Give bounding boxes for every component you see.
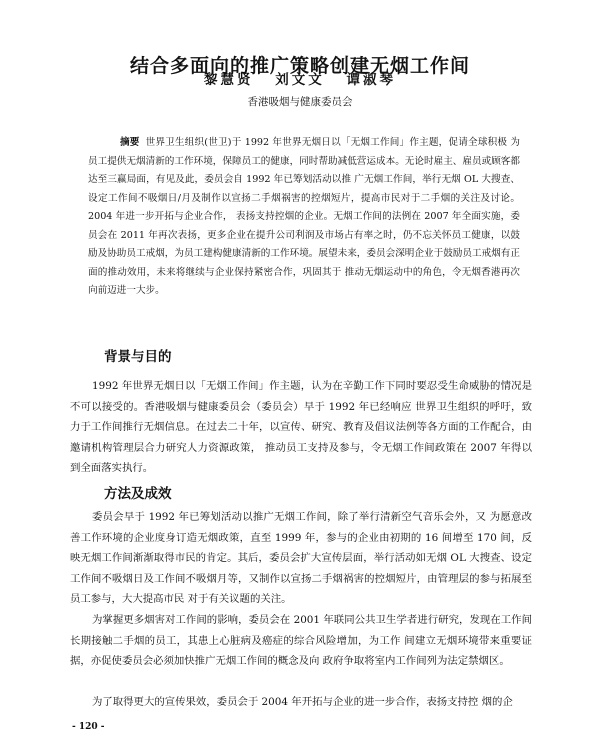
article-affiliation: 香港吸烟与健康委员会 xyxy=(247,96,353,108)
section-background-paragraph-1: 1992 年世界无烟日以「无烟工作间」作主题，认为在辛勤工作下同时要忍受生命威胁的情况是不可以接受的。香港吸烟与健康委员会（委员会）早于 1992 年已经响应 世界卫生组织的呼吁，致力于工作间推行无烟信息。在过去二十年，以宣传、研究、教育及倡议法例等各方面的工作配合，由邀请机构管理层合力研究人力资源政策， 推动员工支持及参与，令无烟工作间政策在 2007 年得以到全面落实执行。 xyxy=(70,380,532,474)
section-methods-paragraph-2: 为掌握更多烟害对工作间的影响，委员会在 2001 年联同公共卫生学者进行研究，发现在工作间长期接触二手烟的员工，其患上心脏病及癌症的综合风险增加，为工作 间建立无烟环境带来重要证据，亦促使委员会必须加快推广无烟工作间的概念及向 政府争取将室内工作间列为法定禁烟区。 xyxy=(70,614,532,667)
abstract-text: 世界卫生组织(世卫)于 1992 年世界无烟日以「无烟工作间」作主题，促请全球积极 为员工提供无烟清新的工作环境，保障员工的健康，同时帮助减低营运成本。无论时雇主、雇员或顾客都达至三赢局面，有见及此，委员会自 1992 年已筹划活动以推 广无烟工作间，举行无烟 OL 大搜查、设定工作间不吸烟日/月及制作以宣扬二手烟祸害的控烟短片，提高市民对于二手烟的关注及讨论。2004 年进一步开拓与企业合作， 表扬支持控烟的企业。无烟工作间的法例在 2007 年全面实施，委员会在 2011 年再次表扬，更多企业在提升公司利润及市场占有率之时，仍不忘关怀员工健康，以鼓 励及协助员工戒烟，为员工建构健康清新的工作环境。展望未来，委员会深明企业于鼓励员工戒烟有正面的推动效用，未来将继续与企业保持紧密合作，巩固其于 推动无烟运动中的角色，令无烟香港再次向前迈进一大步。 xyxy=(88,137,520,296)
page-number: - 120 - xyxy=(72,722,105,732)
abstract xyxy=(88,134,520,301)
abstract-label: 摘要 xyxy=(120,137,140,148)
section-methods-paragraph-1: 委员会早于 1992 年已筹划活动以推广无烟工作间，除了举行清新空气音乐会外，又 为愿意改善工作环境的企业度身订造无烟政策，直至 1999 年，参与的企业由初期的 16 间增至 170 间，反映无烟工作间渐渐取得市民的肯定。其后，委员会扩大宣传层面，举行活动如无烟 OL 大搜查、设定工作间不吸烟日及工作间不吸烟月等，又制作以宣扬二手烟祸害的控烟短片，由管理层的参与拓展至员工参与，大大提高市民 对于有关议题的关注。 xyxy=(70,511,532,605)
section-heading-methods: 方法及成效 xyxy=(104,486,172,502)
article-title: 结合多面向的推广策略创建无烟工作间 xyxy=(129,54,470,77)
article-authors: 黎慧贤 刘文文 谭淑琴 xyxy=(204,72,396,88)
section-methods-paragraph-3: 为了取得更大的宣传果效，委员会于 2004 年开拓与企业的进一步合作，表扬支持控 烟的企 xyxy=(92,696,513,708)
section-heading-background: 背景与目的 xyxy=(104,349,172,365)
